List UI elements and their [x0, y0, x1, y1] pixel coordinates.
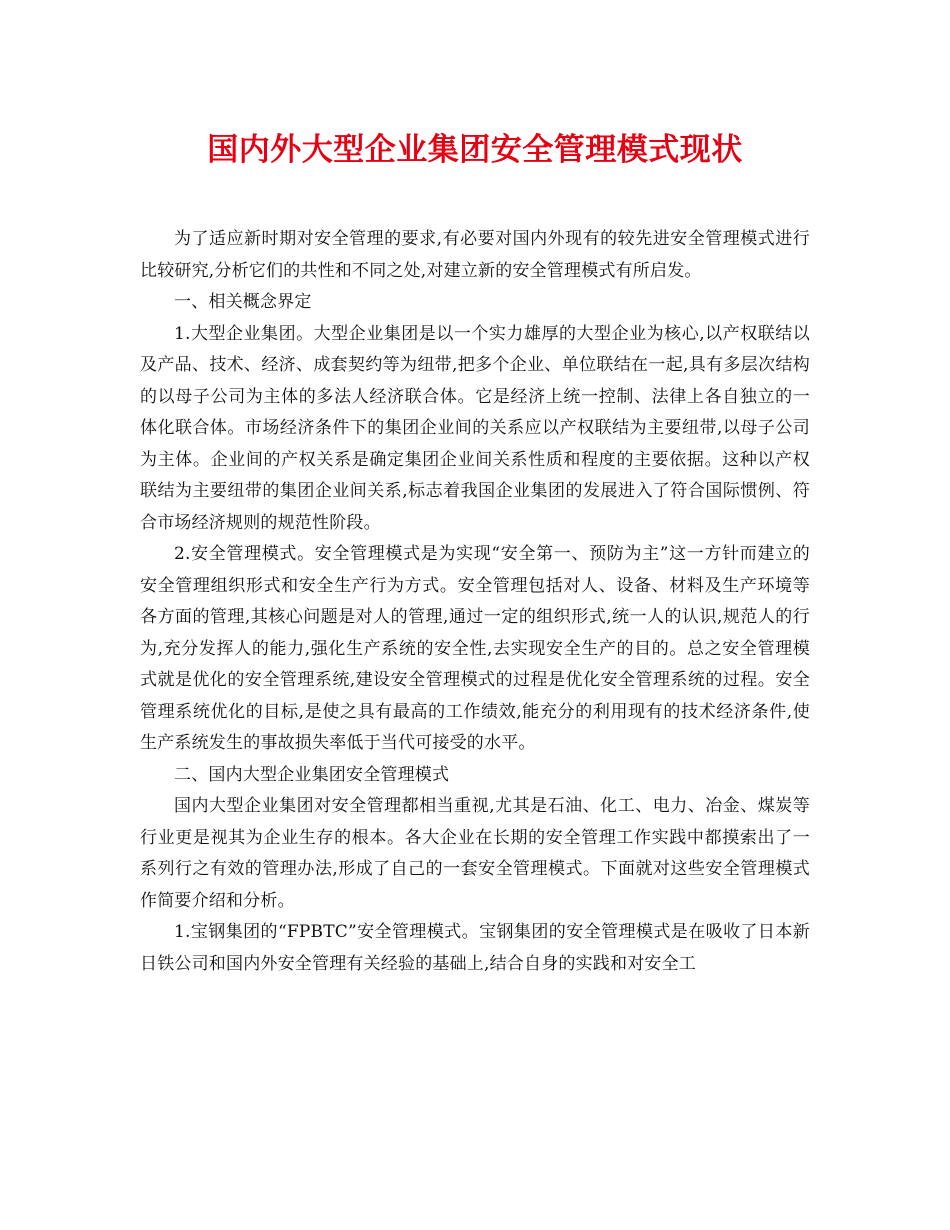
paragraph-enterprise-group: 1.大型企业集团。大型企业集团是以一个实力雄厚的大型企业为核心,以产权联结以及产品、技术、经济、成套契约等为纽带,把多个企业、单位联结在一起,具有多层次结构的以母子公司为主体的多法人经济联合体。它是经济上统一控制、法律上各自独立的一体化联合体。市场经济条件下的集团企业间的关系应以产权联结为主要纽带,以母子公司为主体。企业间的产权关系是确定集团企业间关系性质和程度的主要依据。这种以产权联结为主要纽带的集团企业间关系,标志着我国企业集团的发展进入了符合国际惯例、符合市场经济规则的规范性阶段。: [140, 323, 810, 533]
paragraph-safety-mode: 2.安全管理模式。安全管理模式是为实现“安全第一、预防为主”这一方针而建立的安全管理组织形式和安全生产行为方式。安全管理包括对人、设备、材料及生产环境等各方面的管理,其核心问题是对人的管理,通过一定的组织形式,统一人的认识,规范人的行为,充分发挥人的能力,强化生产系统的安全性,去实现安全生产的目的。总之安全管理模式就是优化的安全管理系统,建设安全管理模式的过程是优化安全管理系统的过程。安全管理系统优化的目标,是使之具有最高的工作绩效,能充分的利用现有的技术经济条件,使生产系统发生的事故损失率低于当代可接受的水平。: [140, 544, 810, 753]
paragraph-intro: 为了适应新时期对安全管理的要求,有必要对国内外现有的较先进安全管理模式进行比较研究,分析它们的共性和不同之处,对建立新的安全管理模式有所启发。: [140, 229, 810, 281]
paragraph-baosteel: 1.宝钢集团的“FPBTC”安全管理模式。宝钢集团的安全管理模式是在吸收了日本新日铁公司和国内外安全管理有关经验的基础上,结合自身的实践和对安全工: [140, 922, 810, 974]
section-heading-domestic: 二、国内大型企业集团安全管理模式: [174, 764, 450, 785]
section-heading-concepts: 一、相关概念界定: [174, 292, 312, 312]
paragraph-domestic-overview: 国内大型企业集团对安全管理都相当重视,尤其是石油、化工、电力、冶金、煤炭等行业更是视其为企业生存的根本。各大企业在长期的安全管理工作实践中都摸索出了一系列行之有效的管理办法,形成了自己的一套安全管理模式。下面就对这些安全管理模式作简要介绍和分析。: [140, 796, 810, 911]
document-title: 国内外大型企业集团安全管理模式现状: [207, 132, 743, 168]
